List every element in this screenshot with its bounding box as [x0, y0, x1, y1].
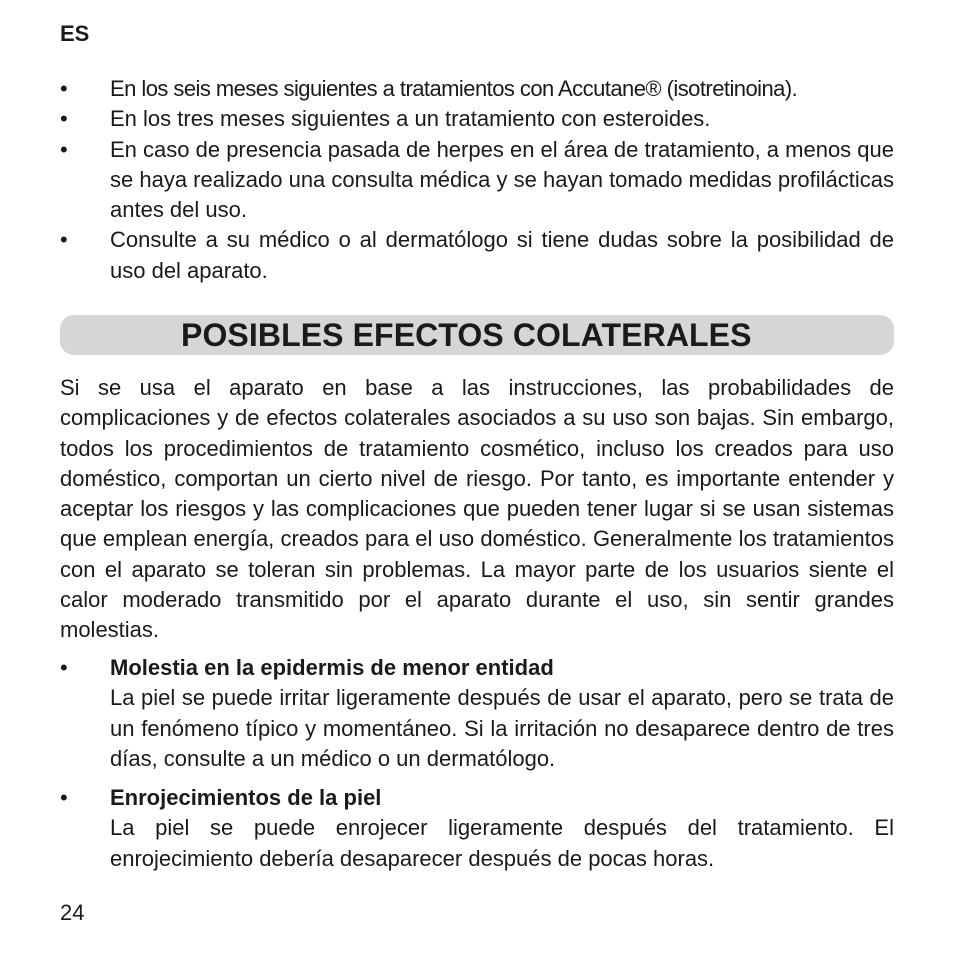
- list-item-text: Consulte a su médico o al dermatólogo si tiene dudas sobre la posibilidad de uso del aparato.: [110, 227, 894, 283]
- side-effect-description: La piel se puede enrojecer ligeramente después del tratamiento. El enrojecimiento debería desaparecer después de pocas horas.: [110, 815, 894, 871]
- list-item: [60, 225, 894, 286]
- side-effect-description: La piel se puede irritar ligeramente después de usar el aparato, pero se trata de un fenómeno típico y momentáneo. Si la irritación no desaparece dentro de tres días, consulte a un médico o un dermatólogo.: [110, 685, 894, 771]
- list-item-text: En los tres meses siguientes a un tratamiento con esteroides.: [110, 106, 711, 132]
- intro-paragraph: Si se usa el aparato en base a las instrucciones, las probabilidades de complicaciones y de efectos colaterales asociados a su uso son bajas. Sin embargo, todos los procedimientos de tratamiento cosmético, incluso los creados para uso doméstico, comportan un cierto nivel de riesgo. Por tanto, es importante entender y aceptar los riesgos y las complicaciones que pueden tener lugar si se usan sistemas que emplean energía, creados para el uso doméstico. Generalmente los tratamientos con el aparato se toleran sin problemas. La mayor parte de los usuarios siente el calor moderado transmitido por el aparato durante el uso, sin sentir grandes molestias.: [60, 375, 894, 643]
- side-effect-item: [60, 783, 894, 874]
- page-number: 24: [60, 900, 85, 925]
- bullet-icon: •: [60, 785, 68, 810]
- bullet-icon: •: [60, 655, 68, 680]
- side-effect-title: Molestia en la epidermis de menor entidad: [110, 655, 554, 680]
- bullet-icon: •: [60, 136, 68, 162]
- section-title: POSIBLES EFECTOS COLATERALES: [181, 317, 752, 353]
- list-item: [60, 135, 894, 226]
- side-effect-item: [60, 653, 894, 774]
- side-effect-title: Enrojecimientos de la piel: [110, 785, 382, 810]
- contraindications-list: [60, 74, 894, 286]
- list-item: [60, 74, 894, 104]
- bullet-icon: •: [60, 76, 68, 101]
- bullet-icon: •: [60, 227, 68, 253]
- list-item: [60, 653, 894, 774]
- list-item: [60, 104, 894, 134]
- list-item-text: En caso de presencia pasada de herpes en el área de tratamiento, a menos que se haya realizado una consulta médica y se hayan tomado medidas profilácticas antes del uso.: [110, 136, 894, 223]
- list-item: [60, 783, 894, 874]
- list-item-text: En los seis meses siguientes a tratamientos con Accutane® (isotretinoina).: [110, 76, 798, 101]
- section-heading-bar: [60, 315, 894, 355]
- bullet-icon: •: [60, 106, 68, 132]
- language-label: ES: [60, 21, 90, 46]
